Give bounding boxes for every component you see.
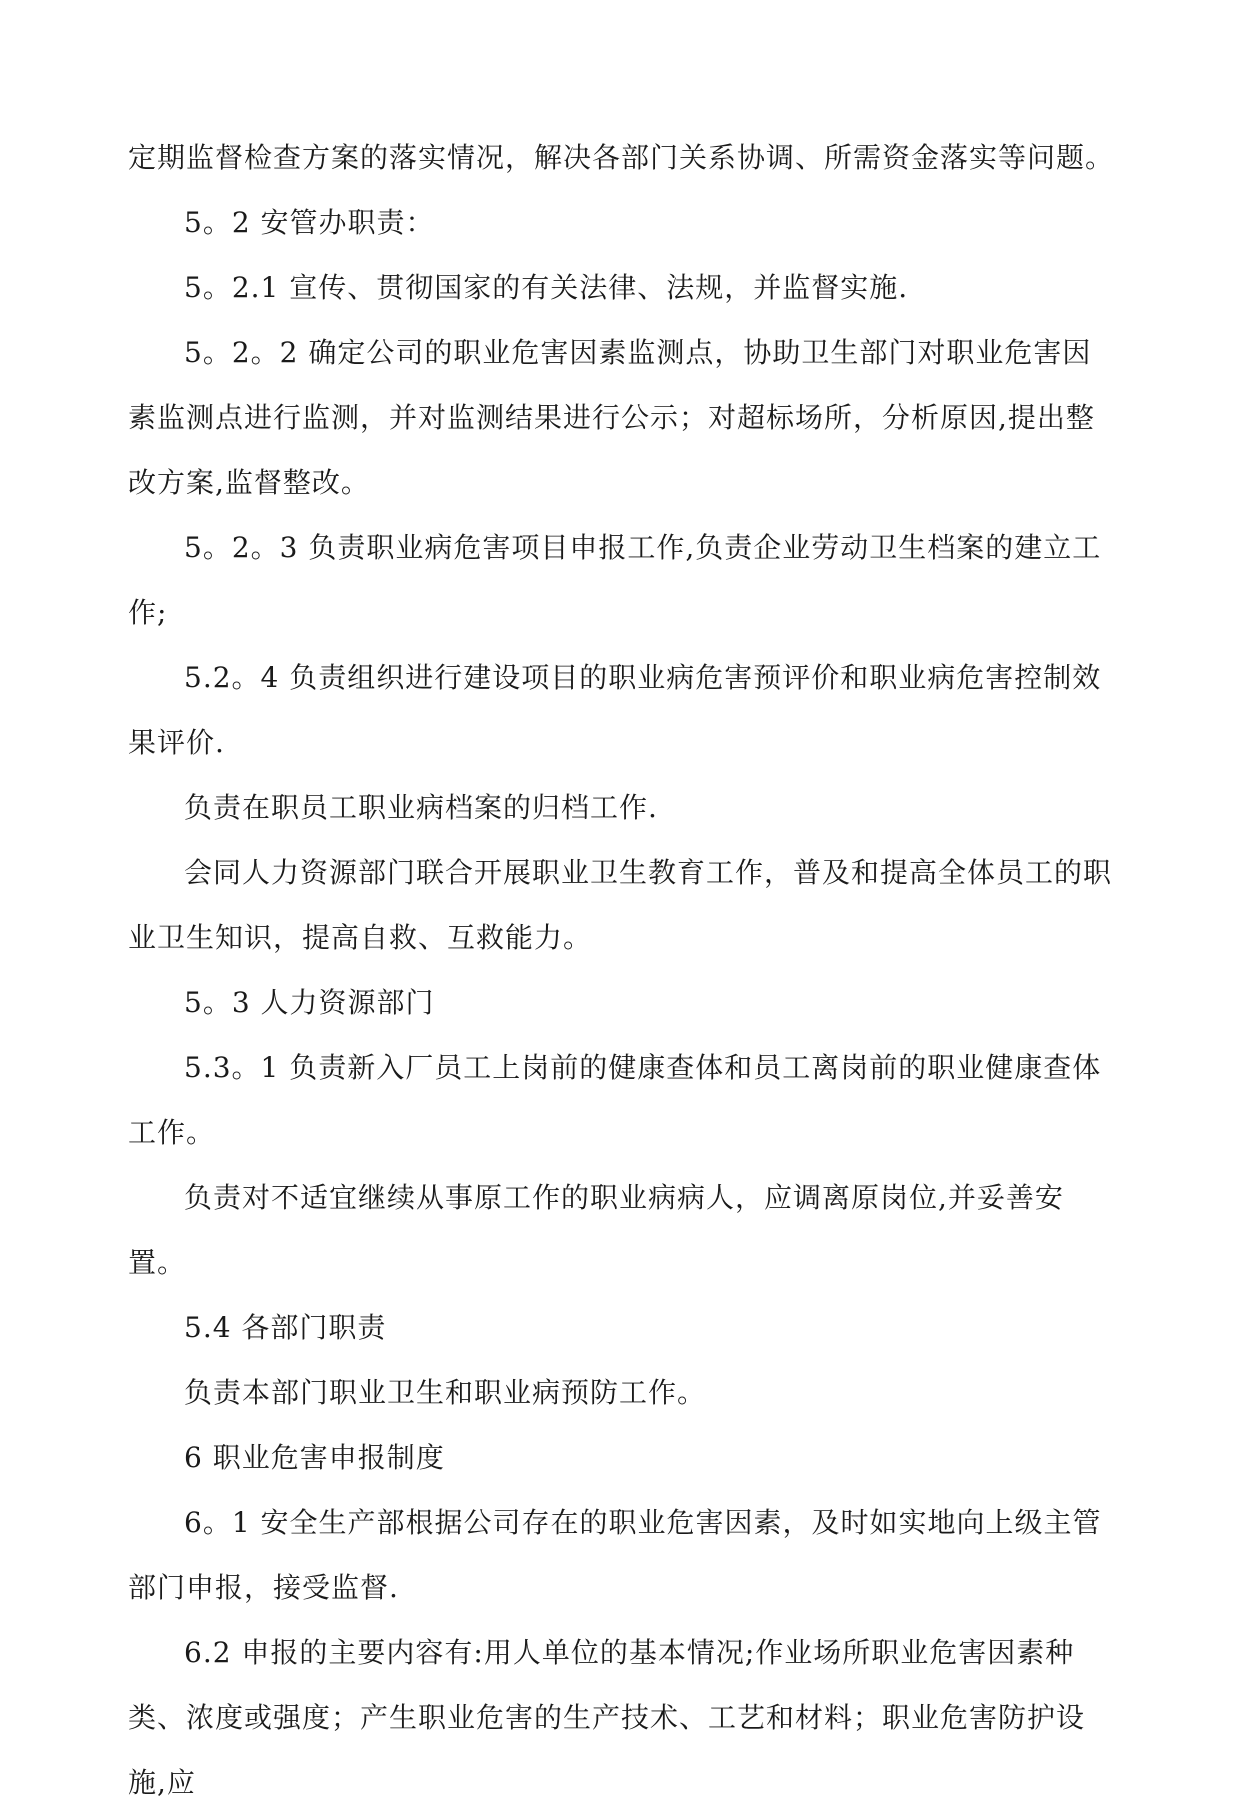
section-heading: 5。2 安管办职责： [184, 206, 435, 239]
paragraph: 5。2。3 负责职业病危害项目申报工作,负责企业劳动卫生档案的建立工作; [128, 531, 1102, 629]
paragraph: 负责本部门职业卫生和职业病预防工作。 [184, 1376, 707, 1409]
paragraph: 5。2.1 宣传、贯彻国家的有关法律、法规，并监督实施. [184, 271, 909, 304]
paragraph: 负责对不适宜继续从事原工作的职业病病人，应调离原岗位,并妥善安置。 [128, 1181, 1064, 1279]
paragraph: 负责在职员工职业病档案的归档工作. [184, 791, 658, 824]
paragraph: 定期监督检查方案的落实情况，解决各部门关系协调、所需资金落实等问题。 [128, 141, 1115, 174]
paragraph: 6。1 安全生产部根据公司存在的职业危害因素，及时如实地向上级主管部门申报，接受监督. [128, 1506, 1102, 1604]
document-body [128, 125, 1118, 1815]
paragraph: 5。2。2 确定公司的职业危害因素监测点，协助卫生部门对职业危害因素监测点进行监测，并对监测结果进行公示；对超标场所，分析原因,提出整改方案,监督整改。 [128, 336, 1095, 499]
paragraph: 5.2。4 负责组织进行建设项目的职业病危害预评价和职业病危害控制效果评价. [128, 661, 1102, 759]
paragraph: 5.3。1 负责新入厂员工上岗前的健康查体和员工离岗前的职业健康查体工作。 [128, 1051, 1102, 1149]
paragraph: 会同人力资源部门联合开展职业卫生教育工作，普及和提高全体员工的职业卫生知识，提高自救、互救能力。 [128, 856, 1113, 954]
paragraph: 6.2 申报的主要内容有:用人单位的基本情况;作业场所职业危害因素种类、浓度或强度；产生职业危害的生产技术、工艺和材料；职业危害防护设施,应 [128, 1636, 1086, 1799]
section-heading: 5.4 各部门职责 [184, 1311, 387, 1344]
section-heading: 6 职业危害申报制度 [184, 1441, 445, 1474]
section-heading: 5。3 人力资源部门 [184, 986, 435, 1019]
